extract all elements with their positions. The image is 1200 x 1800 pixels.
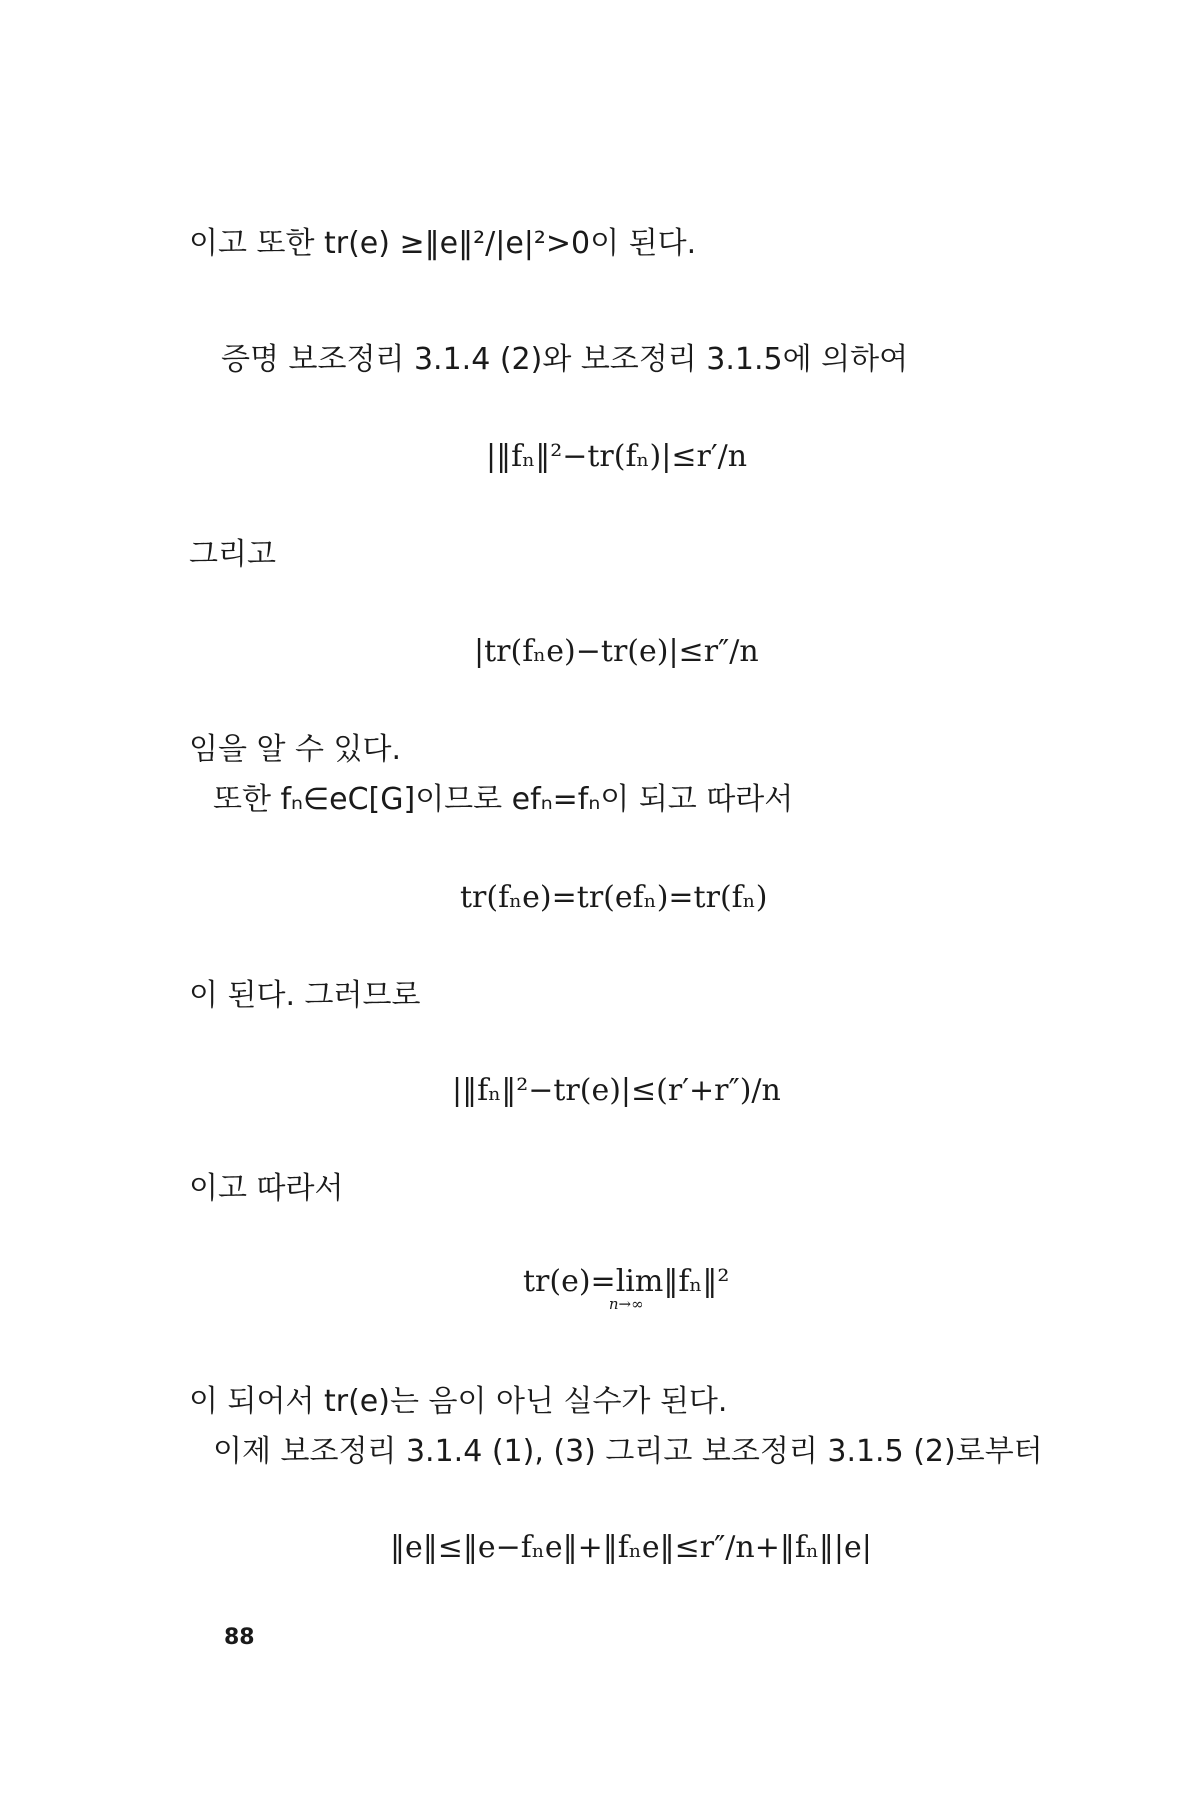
equation-1: |‖fₙ‖²−tr(fₙ)|≤r′/n — [486, 439, 748, 474]
equation-5-main: tr(e)=lim‖fₙ‖² — [523, 1264, 730, 1299]
text-line-3: 또한 fₙ∈eC[G]이므로 efₙ=fₙ이 되고 따라서 — [213, 782, 794, 817]
limit-expression — [523, 1262, 730, 1313]
equation-4: |‖fₙ‖²−tr(e)|≤(r′+r″)/n — [452, 1073, 781, 1108]
text-line-1: 이고 또한 tr(e) ≥‖e‖²/|e|²>0이 된다. — [189, 226, 697, 261]
text-line-6: 이 되어서 tr(e)는 음이 아닌 실수가 된다. — [189, 1384, 728, 1419]
equation-2: |tr(fₙe)−tr(e)|≤r″/n — [474, 634, 759, 669]
text-line-4: 이 된다. 그러므로 — [189, 978, 421, 1013]
equation-6: ‖e‖≤‖e−fₙe‖+‖fₙe‖≤r″/n+‖fₙ‖|e| — [390, 1530, 872, 1565]
limit-subscript: n→∞ — [608, 1295, 644, 1313]
text-line-5: 이고 따라서 — [189, 1171, 344, 1206]
equation-3: tr(fₙe)=tr(efₙ)=tr(fₙ) — [460, 880, 768, 915]
equation-5 — [523, 1262, 730, 1313]
proof-line: 증명 보조정리 3.1.4 (2)와 보조정리 3.1.5에 의하여 — [221, 342, 909, 377]
text-line-and: 그리고 — [189, 537, 276, 572]
text-line-2: 임을 알 수 있다. — [189, 732, 402, 767]
page-number: 88 — [224, 1625, 255, 1650]
text-line-7: 이제 보조정리 3.1.4 (1), (3) 그리고 보조정리 3.1.5 (2)로부터 — [213, 1434, 1043, 1469]
